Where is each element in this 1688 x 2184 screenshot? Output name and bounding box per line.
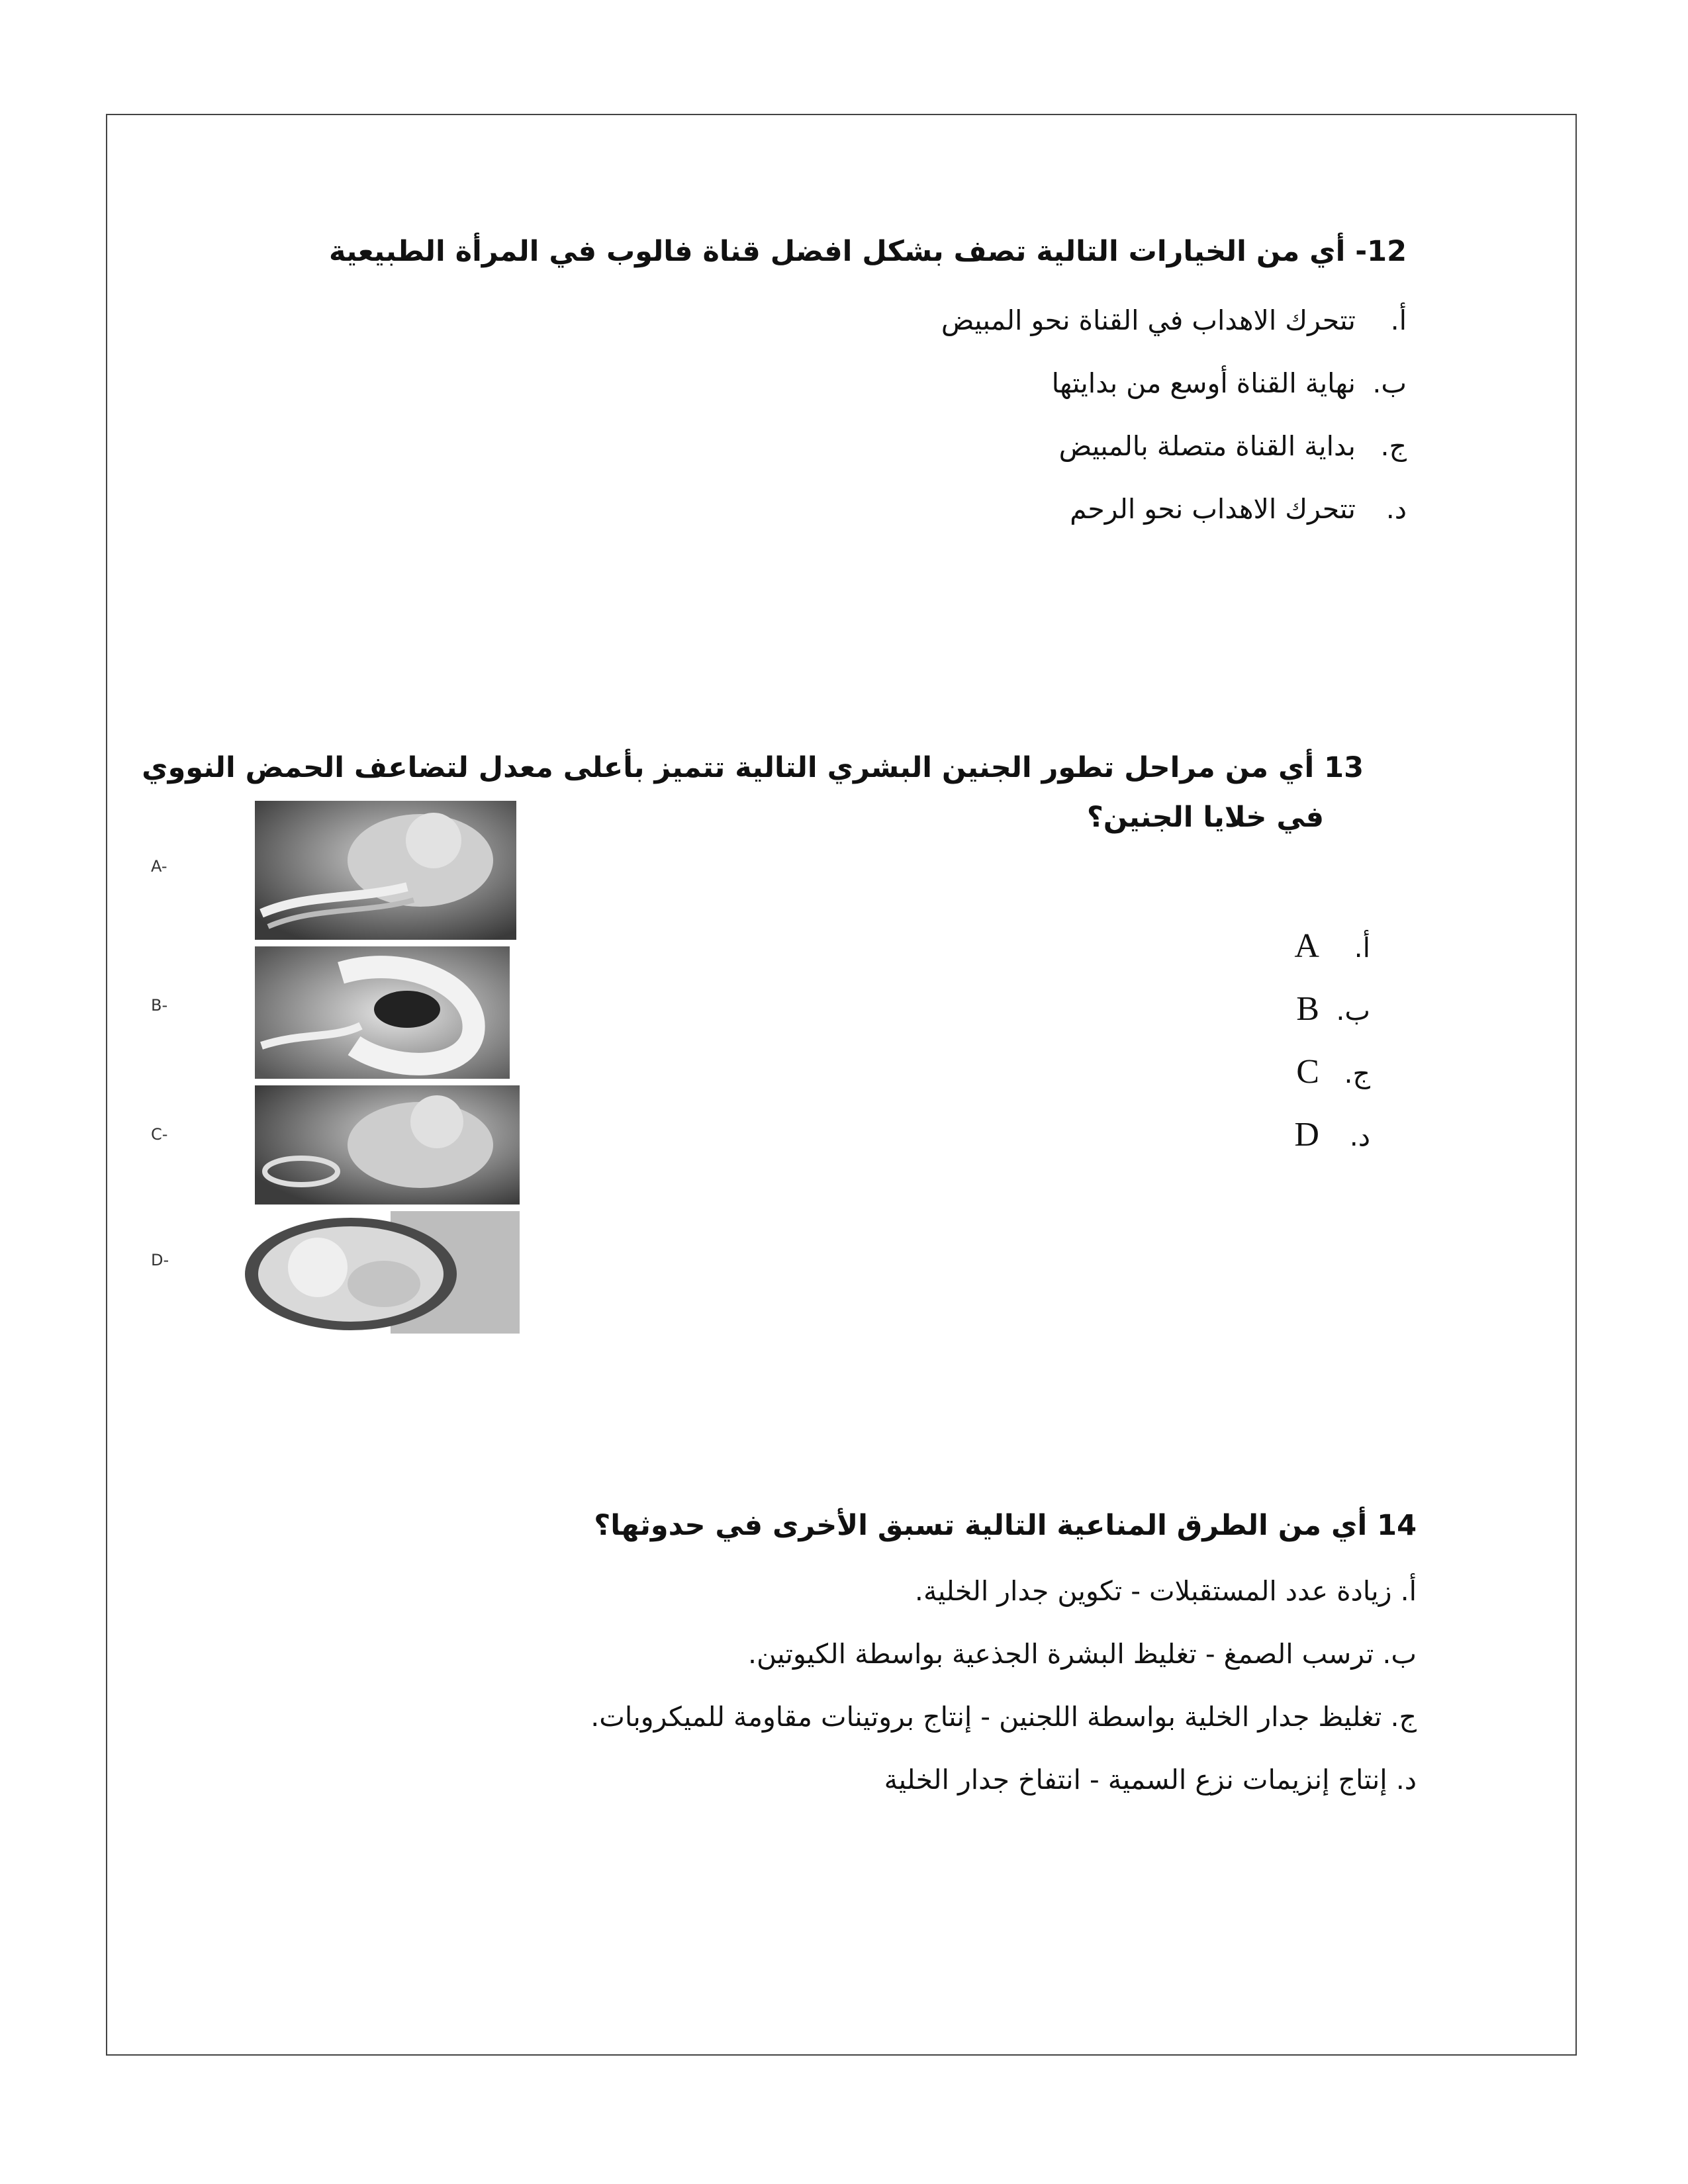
- question-12-option-d[interactable]: [1070, 493, 1407, 525]
- option-letter: د.: [1349, 1120, 1370, 1152]
- option-text: B: [1296, 990, 1319, 1028]
- option-text: نهاية القناة أوسع من بدايتها: [1051, 367, 1356, 399]
- question-14-option-b[interactable]: [748, 1638, 1417, 1670]
- embryo-image-b: [255, 946, 510, 1079]
- question-14-option-c[interactable]: [590, 1701, 1417, 1733]
- embryo-image-c: [255, 1085, 520, 1205]
- question-12-option-a[interactable]: [941, 304, 1407, 336]
- option-text: A: [1294, 927, 1319, 965]
- question-13-title-line2: في خلايا الجنين؟: [1086, 801, 1324, 834]
- question-12-option-b[interactable]: [1052, 367, 1407, 399]
- option-text: زيادة عدد المستقبلات - تكوين جدار الخلية.: [914, 1575, 1392, 1607]
- question-14: [463, 1509, 1417, 1827]
- option-letter: أ.: [1400, 1575, 1417, 1607]
- question-14-option-d[interactable]: [884, 1764, 1417, 1796]
- option-letter: أ.: [1390, 304, 1407, 336]
- option-text: تغليظ جدار الخلية بواسطة اللجنين - إنتاج بروتينات مقاومة للميكروبات.: [590, 1701, 1382, 1733]
- option-text: إنتاج إنزيمات نزع السمية - انتفاخ جدار الخلية: [884, 1764, 1387, 1796]
- option-text: C: [1296, 1053, 1319, 1091]
- option-letter: ج.: [1344, 1058, 1370, 1089]
- question-14-title: 14 أي من الطرق المناعية التالية تسبق الأخرى في حدوثها؟: [594, 1509, 1417, 1542]
- embryo-stages-image: [0, 788, 596, 1337]
- option-text: بداية القناة متصلة بالمبيض: [1058, 430, 1356, 462]
- option-text: ترسب الصمغ - تغليظ البشرة الجذعية بواسطة الكيوتين.: [747, 1638, 1374, 1670]
- embryo-label-b: B-: [151, 996, 168, 1015]
- option-text: تتحرك الاهداب في القناة نحو المبيض: [941, 304, 1356, 336]
- embryo-label-d: D-: [151, 1251, 169, 1269]
- question-13-options: [1192, 927, 1370, 1178]
- option-letter: ب.: [1336, 995, 1370, 1026]
- question-13-option-a[interactable]: [1294, 927, 1370, 966]
- option-letter: ج.: [1380, 430, 1407, 462]
- option-letter: د.: [1395, 1764, 1417, 1796]
- embryo-label-c: C-: [151, 1125, 168, 1144]
- option-text: تتحرك الاهداب نحو الرحم: [1070, 493, 1356, 525]
- option-letter: ب.: [1372, 367, 1407, 399]
- option-letter: ج.: [1390, 1701, 1417, 1733]
- question-13-option-b[interactable]: [1296, 989, 1370, 1028]
- option-letter: ب.: [1382, 1638, 1417, 1670]
- option-text: D: [1294, 1116, 1319, 1154]
- embryo-image-d: [238, 1211, 520, 1334]
- option-letter: د.: [1385, 493, 1407, 525]
- question-12: [329, 235, 1407, 553]
- embryo-label-a: A-: [151, 857, 167, 876]
- question-12-option-c[interactable]: [1059, 430, 1407, 462]
- question-14-option-a[interactable]: [915, 1575, 1417, 1607]
- question-13-title-line1: 13 أي من مراحل تطور الجنين البشري التالية تتميز بأعلى معدل لتضاعف الحمض النووي: [142, 751, 1364, 784]
- option-letter: أ.: [1354, 932, 1370, 964]
- question-13-option-c[interactable]: [1296, 1052, 1370, 1091]
- embryo-image-a: [255, 801, 516, 940]
- question-13-option-d[interactable]: [1294, 1115, 1370, 1154]
- question-12-title: 12- أي من الخيارات التالية تصف بشكل افضل قناة فالوب في المرأة الطبيعية: [329, 235, 1407, 268]
